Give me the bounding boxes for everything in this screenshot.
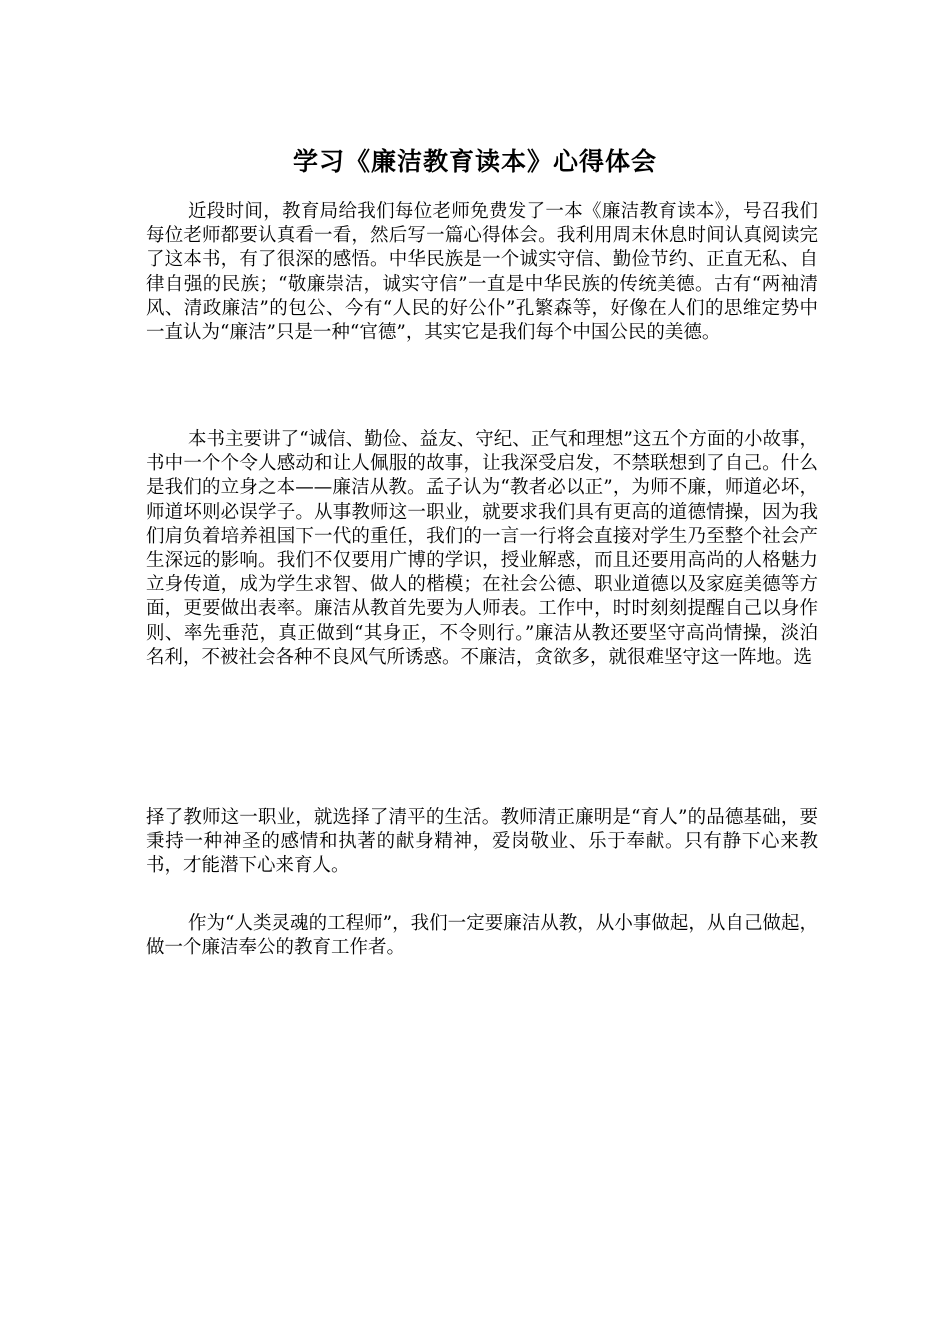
paragraph-4: 作为“人类灵魂的工程师”，我们一定要廉洁从教，从小事做起，从自己做起，做一个廉洁奉公的教育工作者。 <box>146 913 818 959</box>
document-title: 学习《廉洁教育读本》心得体会 <box>292 147 657 176</box>
paragraph-2: 本书主要讲了“诚信、勤俭、益友、守纪、正气和理想”这五个方面的小故事，书中一个个令人感动和让人佩服的故事，让我深受启发，不禁联想到了自己。什么是我们的立身之本——廉洁从教。孟子认为“教者必以正”，为师不廉，师道必坏，师道坏则必误学子。从事教师这一职业，就要求我们具有更高的道德情操，因为我们肩负着培养祖国下一代的重任，我们的一言一行将会直接对学生乃至整个社会产生深远的影响。我们不仅要用广博的学识，授业解惑，而且还要用高尚的人格魅力立身传道，成为学生求智、做人的楷模；在社会公德、职业道德以及家庭美德等方面，更要做出表率。廉洁从教首先要为人师表。工作中，时时刻刻提醒自己以身作则、率先垂范，真正做到“其身正，不令则行。”廉洁从教还要坚守高尚情操，淡泊名利，不被社会各种不良风气所诱惑。不廉洁，贪欲多，就很难坚守这一阵地。选 <box>146 429 818 668</box>
paragraph-1: 近段时间，教育局给我们每位老师免费发了一本《廉洁教育读本》，号召我们每位老师都要认真看一看，然后写一篇心得体会。我利用周末休息时间认真阅读完了这本书，有了很深的感悟。中华民族是一个诚实守信、勤俭节约、正直无私、自律自强的民族；“敬廉崇洁，诚实守信”一直是中华民族的传统美德。古有“两袖清风、清政廉洁”的包公、今有“人民的好公仆”孔繁森等，好像在人们的思维定势中一直认为“廉洁”只是一种“官德”，其实它是我们每个中国公民的美德。 <box>146 201 818 344</box>
paragraph-3: 择了教师这一职业，就选择了清平的生活。教师清正廉明是“育人”的品德基础，要秉持一种神圣的感情和执著的献身精神，爱岗敬业、乐于奉献。只有静下心来教书，才能潜下心来育人。 <box>146 807 818 877</box>
